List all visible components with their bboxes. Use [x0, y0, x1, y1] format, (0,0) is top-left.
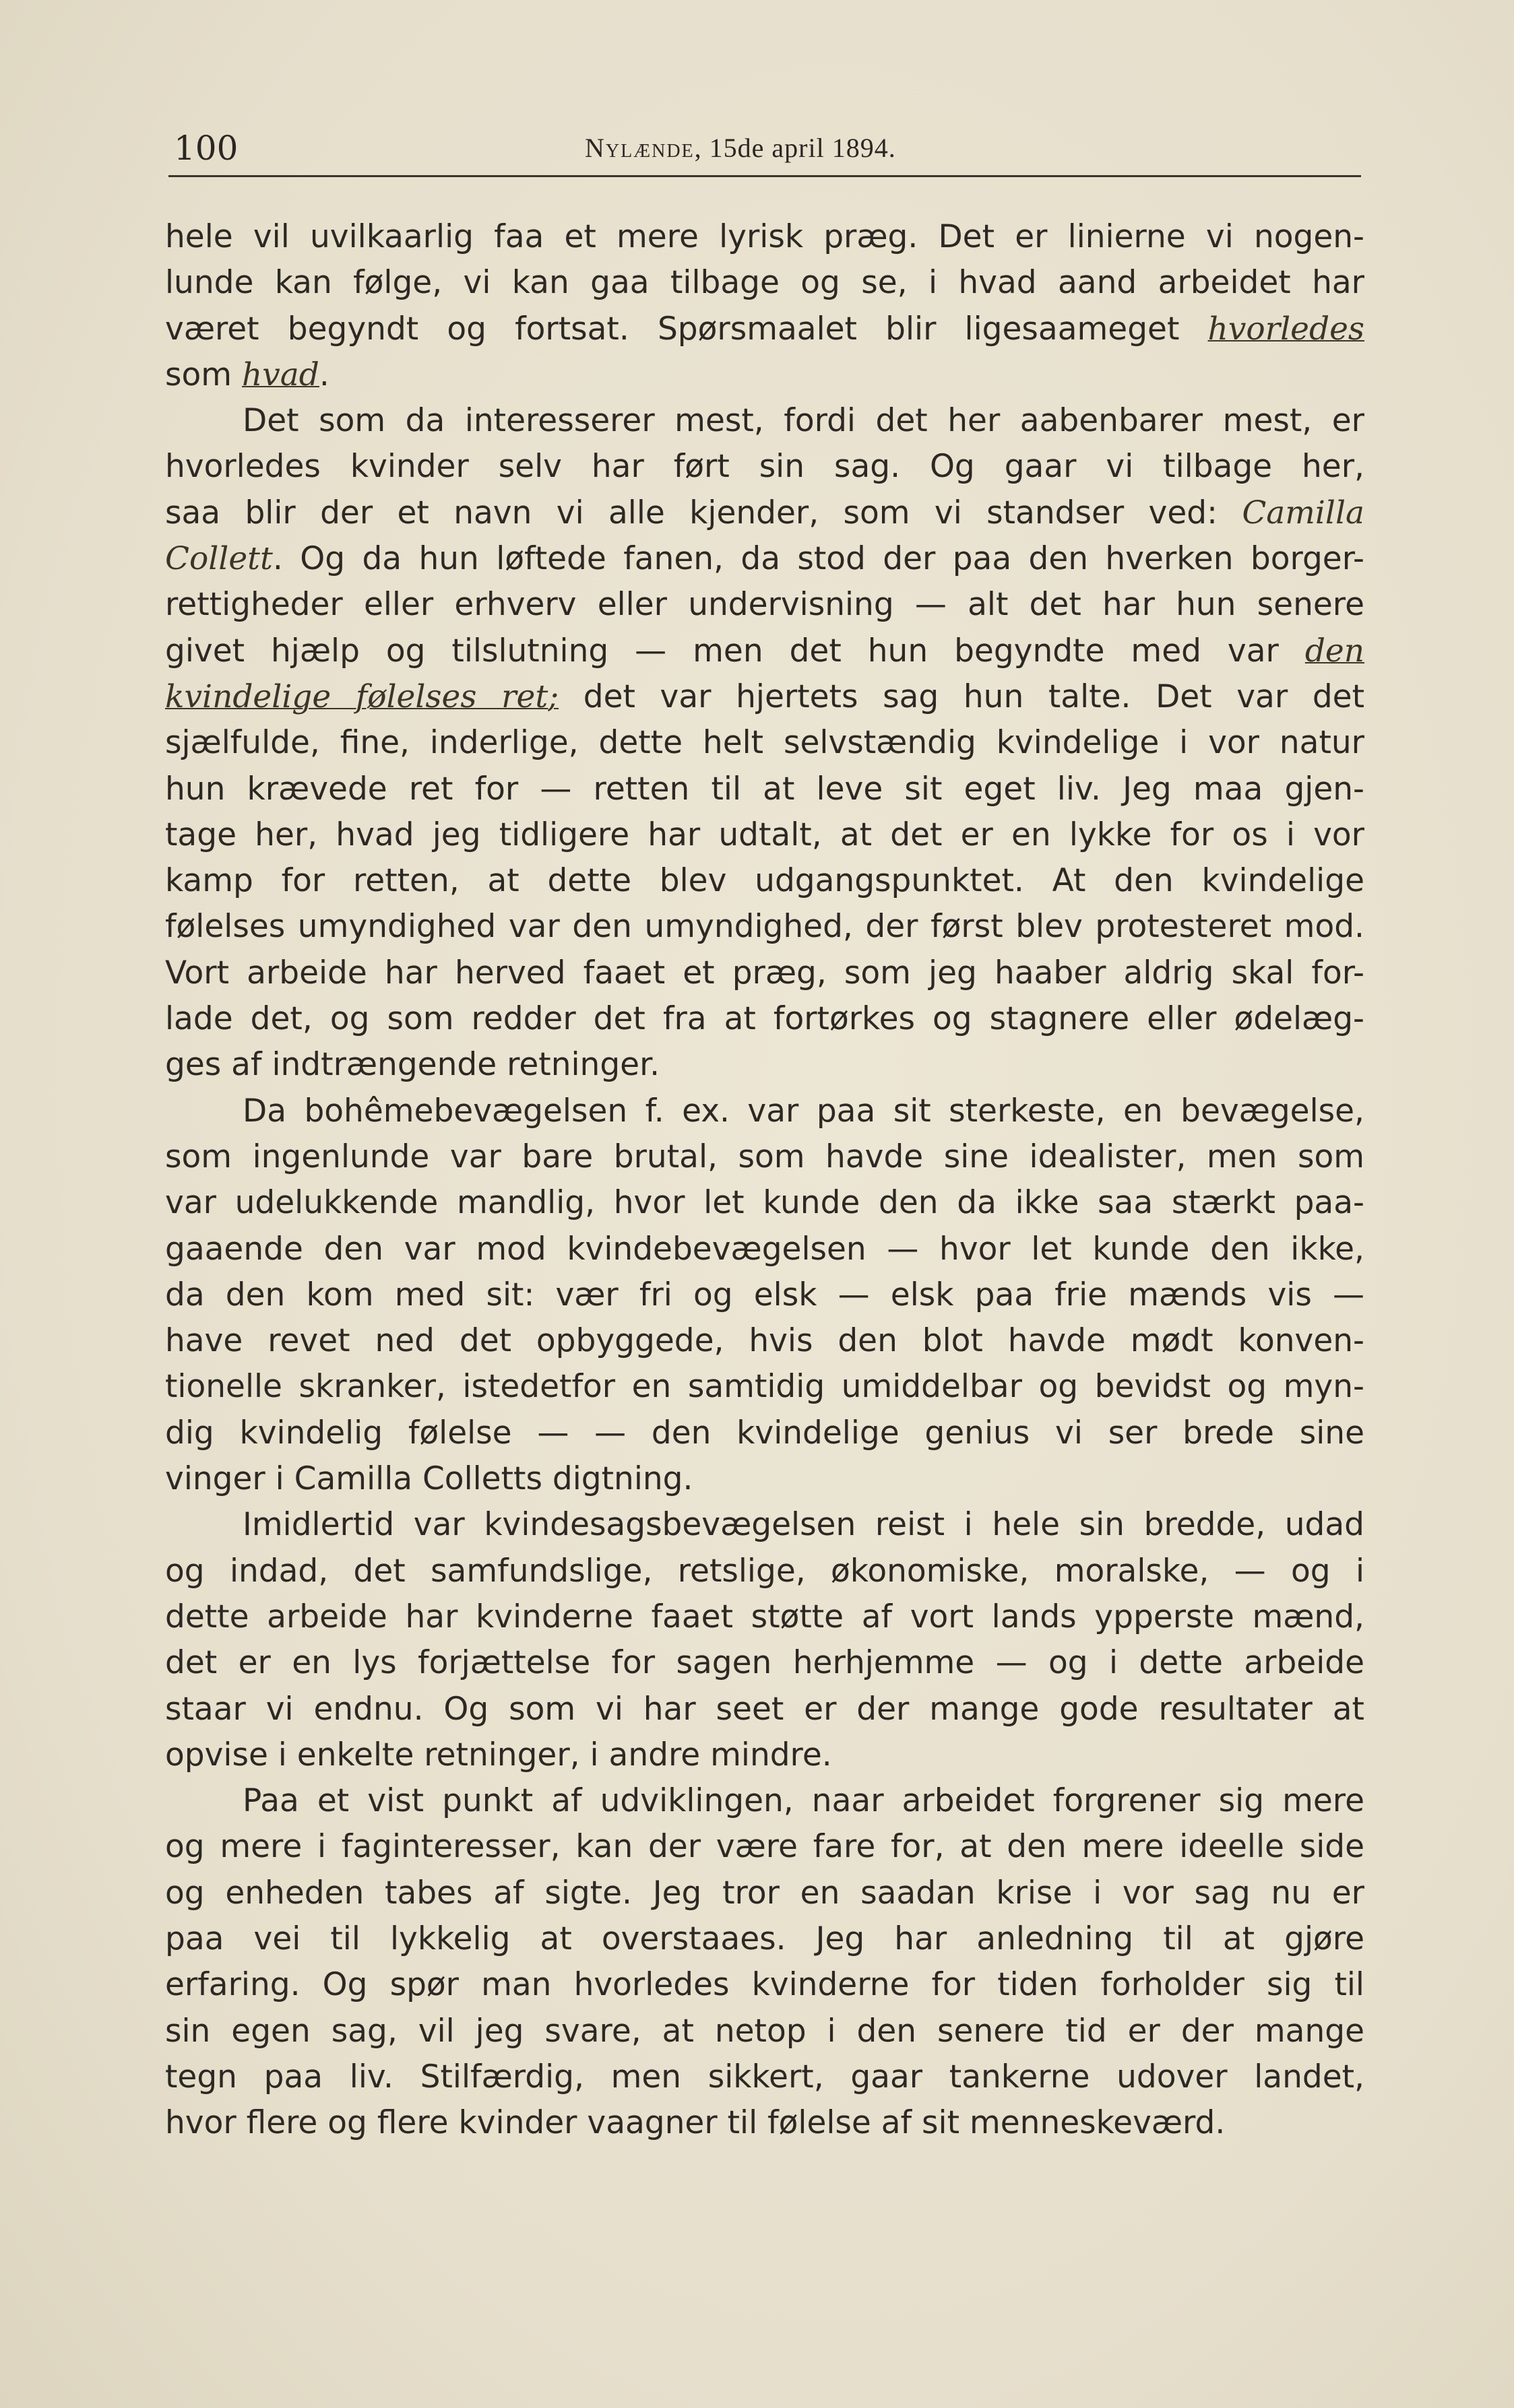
text-line: [165, 1456, 1364, 1502]
text-line: [165, 398, 1364, 444]
body-text: [165, 214, 1364, 2146]
text-line: [165, 2100, 1364, 2146]
line-text: dette arbeide har kvinderne faaet støtte af vort lands ypperste mænd,: [165, 1598, 1364, 1635]
text-line: [165, 1732, 1364, 1778]
line-text: dig kvindelig følelse — — den kvindelige genius vi ser brede sine: [165, 1414, 1364, 1452]
text-line: [165, 1916, 1364, 1962]
line-text: Paa et vist punkt af udviklingen, naar arbeidet forgrener sig mere: [243, 1782, 1364, 1820]
text-line: [165, 812, 1364, 858]
line-text: været begyndt og fortsat. Spørsmaalet blir ligesaameget: [165, 310, 1208, 348]
text-line: [165, 1870, 1364, 1916]
line-text: hele vil uvilkaarlig faa et mere lyrisk præg. Det er linierne vi nogen-: [165, 218, 1364, 255]
text-line: [165, 352, 1364, 398]
line-text: sin egen sag, vil jeg svare, at netop i den senere tid er der mange: [165, 2012, 1364, 2050]
text-line: [165, 904, 1364, 950]
text-line: [165, 260, 1364, 306]
line-text: som: [165, 356, 242, 393]
text-line: [165, 674, 1364, 720]
line-text: sjælfulde, fine, inderlige, dette helt selvstændig kvindelige i vor natur: [165, 724, 1364, 762]
text-line: [165, 1687, 1364, 1732]
text-line: [165, 1549, 1364, 1594]
text-line: [165, 1364, 1364, 1410]
text-line: [165, 1778, 1364, 1824]
page-number: 100: [174, 129, 239, 168]
text-line: [165, 1318, 1364, 1364]
text-line: [165, 628, 1364, 674]
text-line: [165, 1272, 1364, 1318]
emphasis-text: kvindelige følelses ret;: [165, 678, 559, 715]
line-text: . Og da hun løftede fanen, da stod der paa den hverken borger-: [272, 540, 1364, 578]
text-line: [165, 1227, 1364, 1272]
text-line: [165, 767, 1364, 812]
text-line: [165, 858, 1364, 904]
text-line: [165, 306, 1364, 352]
emphasis-text: hvad: [241, 356, 319, 393]
text-line: [165, 2054, 1364, 2100]
line-text: rettigheder eller erhverv eller undervisning — alt det har hun senere: [165, 586, 1364, 624]
line-text: hvorledes kvinder selv har ført sin sag. Og gaar vi tilbage her,: [165, 448, 1364, 486]
text-line: [165, 1594, 1364, 1640]
running-header: [168, 121, 1361, 177]
line-text: Det som da interesserer mest, fordi det her aabenbarer mest, er: [243, 402, 1364, 440]
line-text: tegn paa liv. Stilfærdig, men sikkert, gaar tankerne udover landet,: [165, 2058, 1364, 2095]
line-text: som ingenlunde var bare brutal, som havde sine idealister, men som: [165, 1138, 1364, 1175]
text-line: [165, 720, 1364, 766]
line-text: følelses umyndighed var den umyndighed, der først blev protesteret mod.: [165, 908, 1364, 946]
line-text: da den kom med sit: vær fri og elsk — elsk paa frie mænds vis —: [165, 1276, 1364, 1313]
line-text: staar vi endnu. Og som vi har seet er der mange gode resultater at: [165, 1690, 1364, 1728]
line-text: saa blir der et navn vi alle kjender, som vi standser ved:: [165, 494, 1242, 531]
text-line: [165, 1042, 1364, 1088]
text-line: [165, 214, 1364, 260]
line-text: og indad, det samfundslige, retslige, økonomiske, moralske, — og i: [165, 1552, 1364, 1590]
emphasis-text: Collett: [165, 540, 273, 578]
line-text: og enheden tabes af sigte. Jeg tror en saadan krise i vor sag nu er: [165, 1874, 1364, 1912]
issue-date: , 15de april 1894.: [694, 133, 896, 163]
text-line: [165, 1824, 1364, 1870]
line-text: tage her, hvad jeg tidligere har udtalt, at det er en lykke for os i vor: [165, 816, 1364, 853]
line-text: givet hjælp og tilslutning — men det hun begyndte med var: [165, 632, 1305, 670]
text-line: [165, 1134, 1364, 1180]
text-line: [165, 490, 1364, 536]
text-line: [165, 950, 1364, 996]
line-text: gaaende den var mod kvindebevægelsen — hvor let kunde den ikke,: [165, 1230, 1364, 1268]
line-text: Vort arbeide har herved faaet et præg, som jeg haaber aldrig skal for-: [165, 954, 1364, 991]
text-line: [165, 1502, 1364, 1548]
text-line: [165, 582, 1364, 628]
text-line: [165, 1962, 1364, 2008]
line-text: var udelukkende mandlig, hvor let kunde den da ikke saa stærkt paa-: [165, 1184, 1364, 1222]
text-line: [165, 2009, 1364, 2054]
line-text: .: [319, 356, 329, 393]
text-line: [165, 444, 1364, 490]
line-text: og mere i faginteresser, kan der være fare for, at den mere ideelle side: [165, 1828, 1364, 1866]
line-text: vinger i Camilla Colletts digtning.: [165, 1460, 693, 1498]
line-text: hvor flere og flere kvinder vaagner til følelse af sit menneskeværd.: [165, 2104, 1226, 2142]
line-text: det var hjertets sag hun talte. Det var det: [559, 678, 1364, 715]
journal-name: Nylænde: [585, 133, 695, 163]
emphasis-text: hvorledes: [1207, 310, 1364, 348]
line-text: tionelle skranker, istedetfor en samtidig umiddelbar og bevidst og myn-: [165, 1368, 1364, 1406]
journal-title: [585, 121, 896, 175]
line-text: kamp for retten, at dette blev udgangspunktet. At den kvindelige: [165, 862, 1364, 900]
text-line: [165, 1640, 1364, 1686]
text-line: [165, 536, 1364, 582]
text-line: [165, 1088, 1364, 1134]
line-text: opvise i enkelte retninger, i andre mindre.: [165, 1736, 832, 1774]
line-text: lunde kan følge, vi kan gaa tilbage og se, i hvad aand arbeidet har: [165, 264, 1364, 302]
text-line: [165, 1410, 1364, 1456]
line-text: paa vei til lykkelig at overstaaes. Jeg har anledning til at gjøre: [165, 1920, 1364, 1957]
text-line: [165, 996, 1364, 1042]
line-text: hun krævede ret for — retten til at leve sit eget liv. Jeg maa gjen-: [165, 770, 1364, 808]
emphasis-text: Camilla: [1242, 494, 1364, 531]
line-text: erfaring. Og spør man hvorledes kvinderne for tiden forholder sig til: [165, 1966, 1364, 2004]
text-line: [165, 1180, 1364, 1226]
line-text: ges af indtrængende retninger.: [165, 1046, 660, 1084]
line-text: have revet ned det opbyggede, hvis den blot havde mødt konven-: [165, 1322, 1364, 1360]
emphasis-text: den: [1304, 632, 1364, 670]
line-text: Imidlertid var kvindesagsbevægelsen reist i hele sin bredde, udad: [243, 1506, 1364, 1544]
line-text: det er en lys forjættelse for sagen herhjemme — og i dette arbeide: [165, 1644, 1364, 1682]
line-text: lade det, og som redder det fra at fortørkes og stagnere eller ødelæg-: [165, 1000, 1364, 1038]
line-text: Da bohêmebevægelsen f. ex. var paa sit sterkeste, en bevægelse,: [243, 1092, 1364, 1130]
